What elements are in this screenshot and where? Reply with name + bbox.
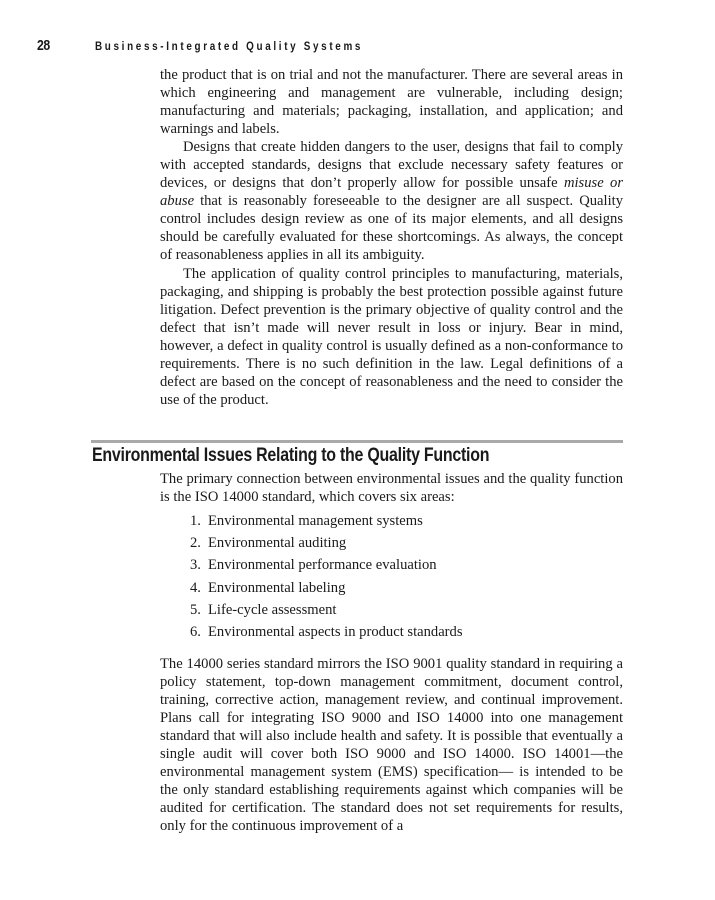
- paragraph-continuation: the product that is on trial and not the manufacturer. There are several areas in which engineering and management are vulnerable, including design; manufacturing and materials; packaging, installation, and application; and warnings and labels.: [160, 67, 623, 138]
- list-label: Environmental labeling: [208, 579, 346, 596]
- list-number: 4.: [190, 579, 201, 596]
- list-item: [190, 535, 463, 557]
- page-number: 28: [37, 37, 50, 54]
- list-label: Environmental auditing: [208, 535, 347, 552]
- paragraph-text: Designs that create hidden dangers to the user, designs that fail to comply with accepted standards, designs that exclude necessary safety features or devices, or designs that don’t properly allow for possible unsafe: [160, 139, 623, 192]
- section-heading: Environmental Issues Relating to the Quality Function: [92, 445, 490, 466]
- paragraph-designs: [160, 138, 623, 264]
- section-lead: [160, 470, 623, 506]
- iso-areas-list: [190, 513, 463, 646]
- lead-paragraph: The primary connection between environmental issues and the quality function is the ISO 14000 standard, which covers six areas:: [160, 471, 623, 506]
- paragraph-application: The application of quality control principles to manufacturing, materials, packaging, and shipping is probably the best protection possible against future litigation. Defect prevention is the primary objective of quality control and the defect that isn’t made will never result in loss or injury. Bear in mind, however, a defect in quality control is usually defined as a non-conformance to requirements. There is no such definition in the law. Legal definitions of a defect are based on the concept of reasonableness and the need to consider the use of the product.: [160, 265, 623, 408]
- list-label: Environmental management systems: [208, 513, 423, 529]
- list-item: [190, 513, 463, 535]
- list-label: Environmental aspects in product standards: [208, 623, 463, 640]
- paragraph-text: that is reasonably foreseeable to the designer are all suspect. Quality control includes design review as one of its major elements, and all designs should be carefully evaluated for these shortcomings. As always, the concept of reasonableness applies in all its ambiguity.: [160, 193, 623, 264]
- intro-text: [160, 66, 623, 409]
- closing-paragraph: The 14000 series standard mirrors the ISO 9001 quality standard in requiring a policy statement, top-down management commitment, document control, training, corrective action, management review, and continual improvement. Plans call for integrating ISO 9000 and ISO 14000 into one management standard that will also include health and safety. It is possible that eventually a single audit will cover both ISO 9000 and ISO 14000. ISO 14001—the environmental management system (EMS) specification— is intended to be the only standard establishing requirements against which companies will be audited for certification. The standard does not set requirements for results, only for the continuous improvement of a: [160, 656, 623, 835]
- list-number: 1.: [190, 513, 201, 529]
- running-head: [37, 37, 407, 59]
- book-title: Business-Integrated Quality Systems: [95, 41, 364, 53]
- list-number: 2.: [190, 535, 201, 552]
- section-rule: [91, 440, 623, 443]
- list-item: [190, 557, 463, 579]
- list-number: 3.: [190, 557, 201, 574]
- list-item: [190, 602, 463, 624]
- list-item: [190, 580, 463, 602]
- list-label: Life-cycle assessment: [208, 601, 337, 618]
- list-number: 6.: [190, 623, 201, 640]
- list-label: Environmental performance evaluation: [208, 557, 437, 574]
- list-number: 5.: [190, 601, 201, 618]
- closing-text: [160, 655, 623, 835]
- list-item: [190, 624, 463, 646]
- emphasis-text: misuse or abuse: [160, 175, 623, 210]
